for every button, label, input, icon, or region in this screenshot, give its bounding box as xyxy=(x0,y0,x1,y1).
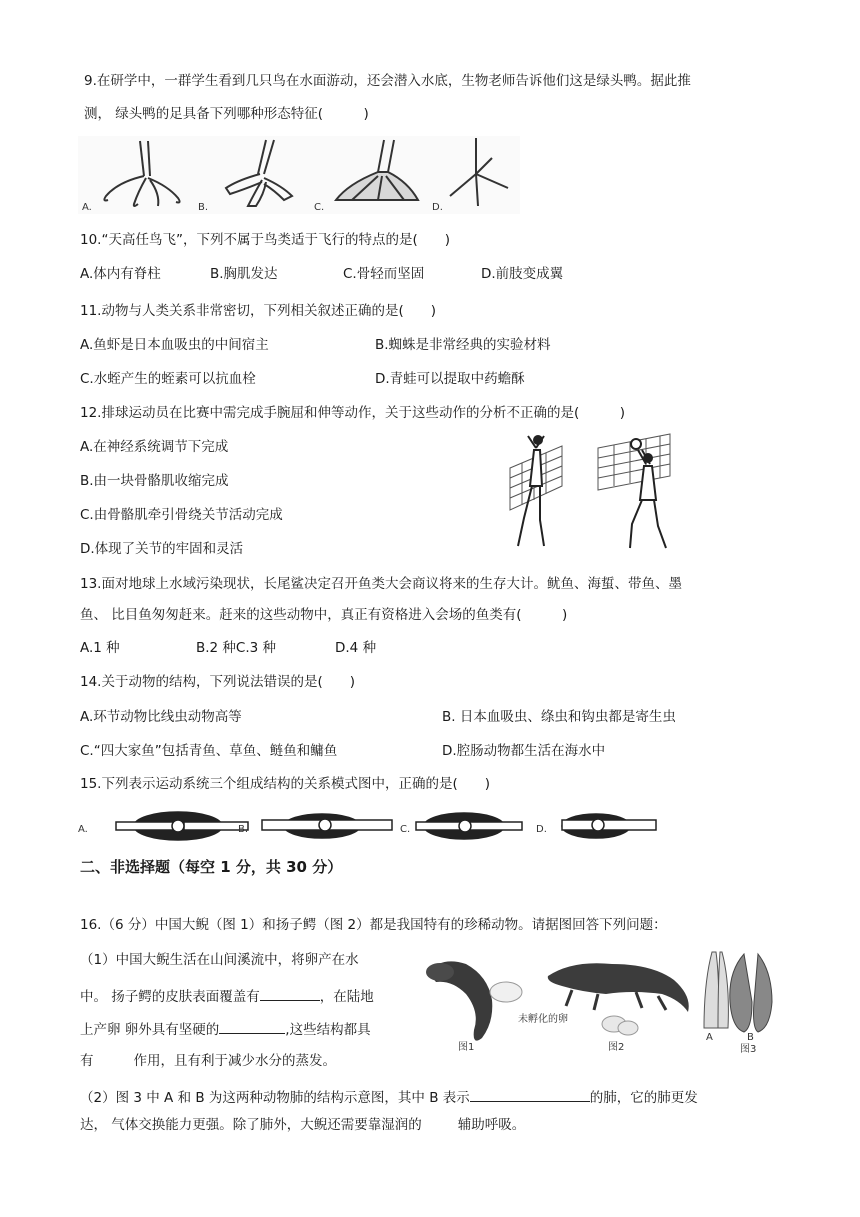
q16-part2-line2 xyxy=(80,1116,525,1134)
q13-stem-line1: 13.面对地球上水域污染现状，长尾鲨决定召开鱼类大会商议将来的生存大计。鱿鱼、海蜇、带鱼、墨 xyxy=(80,576,682,592)
q10-option-c: C.骨轻而坚固 xyxy=(343,266,425,282)
q16-part1-line3 xyxy=(80,1019,371,1039)
q11-option-b: B.蜘蛛是非常经典的实验材料 xyxy=(375,337,551,353)
q14-stem: 14.关于动物的结构，下列说法错误的是( ) xyxy=(80,674,356,690)
q9-stem-line1: 9.在研学中，一群学生看到几只鸟在水面游动，还会潜入水底，生物老师告诉他们这是绿头鸭。据此推 xyxy=(84,73,691,89)
q16-part2-line1 xyxy=(80,1087,698,1107)
q9-stem-line2: 测， 绿头鸭的足具备下列哪种形态特征( ) xyxy=(84,106,369,122)
q15-label-b: B. xyxy=(238,824,249,835)
q16-intro: 16.（6 分）中国大鲵（图 1）和扬子鳄（图 2）都是我国特有的珍稀动物。请据图回答下列问题： xyxy=(80,917,667,933)
q16-fig1-label: 图1 xyxy=(458,1042,475,1053)
q16-part1-line1: （1）中国大鲵生活在山间溪流中，将卵产在水 xyxy=(80,952,359,968)
q16-blank-lung-owner[interactable] xyxy=(470,1087,590,1102)
q16-part1-line2 xyxy=(80,986,374,1006)
q16-animals-figure xyxy=(422,942,777,1054)
q10-option-a: A.体内有脊柱 xyxy=(80,266,161,282)
q16-part2-line2-text-a: 达， 气体交换能力更强。除了肺外，大鲵还需要靠湿润的 xyxy=(80,1117,422,1133)
q11-option-a: A.鱼虾是日本血吸虫的中间宿主 xyxy=(80,337,269,353)
q15-option-a-image xyxy=(116,812,248,840)
q11-stem: 11.动物与人类关系非常密切，下列相关叙述正确的是( ) xyxy=(80,303,437,319)
q16-lung-label-a: A xyxy=(706,1032,713,1043)
q14-option-d: D.腔肠动物都生活在海水中 xyxy=(442,743,606,759)
q9-label-c: C. xyxy=(314,202,325,213)
q10-option-d: D.前肢变成翼 xyxy=(481,266,564,282)
q16-lung-label-b: B xyxy=(747,1032,754,1043)
q13-option-b-c: B.2 种C.3 种 xyxy=(196,640,277,656)
q12-option-d: D.体现了关节的牢固和灵活 xyxy=(80,541,244,557)
q16-part1-line2-text-b: ，在陆地 xyxy=(319,989,374,1005)
q16-part2-line1-text-b: 的肺，它的肺更发 xyxy=(589,1090,698,1106)
q16-part1-line4-text-b: 作用，且有利于减少水分的蒸发。 xyxy=(133,1053,336,1069)
q15-label-c: C. xyxy=(400,824,411,835)
q16-part1-line3-text-b: ,这些结构都具 xyxy=(285,1022,371,1038)
q16-chinese-alligator-image xyxy=(548,963,689,1053)
q16-lungs-image xyxy=(704,952,772,1054)
q11-option-c: C.水蛭产生的蛭素可以抗血栓 xyxy=(80,371,256,387)
q12-stem: 12.排球运动员在比赛中需完成手腕屈和伸等动作，关于这些动作的分析不正确的是( ) xyxy=(80,405,626,421)
q12-option-b: B.由一块骨骼肌收缩完成 xyxy=(80,473,229,489)
q16-part2-line2-text-b: 辅助呼吸。 xyxy=(457,1117,526,1133)
q15-option-d-image xyxy=(562,814,656,838)
q14-option-b: B. 日本血吸虫、绦虫和钩虫都是寄生虫 xyxy=(442,709,676,725)
q14-option-a: A.环节动物比线虫动物高等 xyxy=(80,709,242,725)
q15-option-b-image xyxy=(262,814,392,838)
q15-stem: 15.下列表示运动系统三个组成结构的关系模式图中，正确的是( ) xyxy=(80,776,491,792)
q10-stem: 10.“天高任鸟飞”，下列不属于鸟类适于飞行的特点的是( ) xyxy=(80,232,450,248)
q16-fig2-label: 图2 xyxy=(608,1042,625,1053)
q16-part2-line1-text-a: （2）图 3 中 A 和 B 为这两种动物肺的结构示意图，其中 B 表示 xyxy=(80,1090,470,1106)
q15-option-c-image xyxy=(416,813,522,839)
q16-part1-line4-text-a: 有 xyxy=(80,1053,94,1069)
q16-part1-line4 xyxy=(80,1052,336,1070)
q16-part1-line2-text-a: 中。 扬子鳄的皮肤表面覆盖有 xyxy=(80,989,260,1005)
q16-giant-salamander-image xyxy=(426,961,568,1053)
q16-blank-skin-covering[interactable] xyxy=(260,986,320,1001)
q13-option-d: D.4 种 xyxy=(335,640,377,656)
q15-muscle-bone-joint-figure xyxy=(76,802,666,852)
q9-label-a: A. xyxy=(82,202,92,213)
q15-label-d: D. xyxy=(536,824,547,835)
q14-option-c: C.“四大家鱼”包括青鱼、草鱼、鲢鱼和鳙鱼 xyxy=(80,743,338,759)
q13-option-a: A.1 种 xyxy=(80,640,120,656)
q13-stem-line2: 鱼、 比目鱼匆匆赶来。赶来的这些动物中，真正有资格进入会场的鱼类有( ) xyxy=(80,607,568,623)
q12-volleyball-players-figure xyxy=(500,428,685,558)
q9-label-b: B. xyxy=(198,202,209,213)
q16-egg-caption: 未孵化的卵 xyxy=(518,1014,568,1025)
q12-option-c: C.由骨骼肌牵引骨绕关节活动完成 xyxy=(80,507,283,523)
q9-bird-feet-figure xyxy=(78,136,520,214)
q12-option-a: A.在神经系统调节下完成 xyxy=(80,439,229,455)
q16-fig3-label: 图3 xyxy=(740,1044,757,1054)
q16-part1-line3-text-a: 上产卵 卵外具有坚硬的 xyxy=(80,1022,220,1038)
q10-option-b: B.胸肌发达 xyxy=(210,266,278,282)
q16-blank-egg-shell[interactable] xyxy=(219,1019,285,1034)
q15-label-a: A. xyxy=(78,824,88,835)
section-2-title: 二、非选择题（每空 1 分，共 30 分） xyxy=(80,858,343,876)
q11-option-d: D.青蛙可以提取中药蟾酥 xyxy=(375,371,525,387)
q9-label-d: D. xyxy=(432,202,443,213)
